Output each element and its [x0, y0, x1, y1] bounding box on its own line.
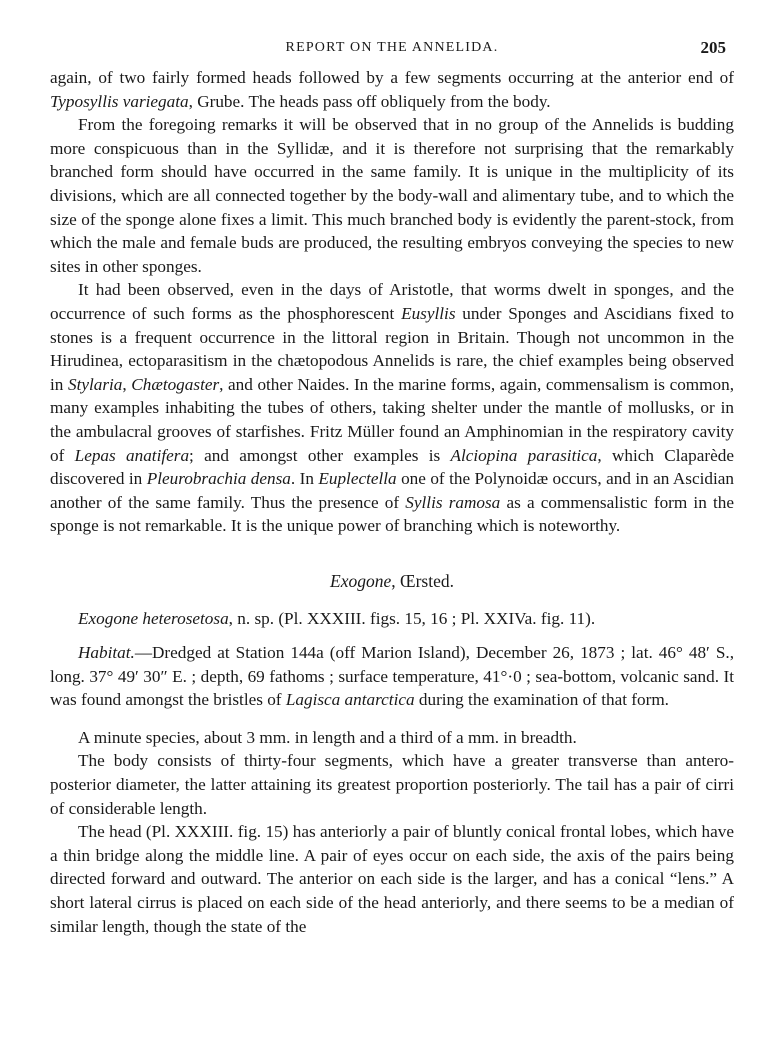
- taxon-name: Lagisca antarctica: [285, 690, 415, 710]
- taxon-name: Lepas anatifera: [74, 445, 190, 465]
- taxon-name: Chætogaster: [131, 374, 220, 394]
- paragraph-budding: [50, 113, 734, 278]
- text-run: one of the Polynoidæ occurs, and in an Ascidian another of the same family. Thus the presence of: [50, 469, 734, 512]
- description-size: A minute species, about 3 mm. in length and a third of a mm. in breadth.: [78, 727, 577, 747]
- running-title: REPORT ON THE ANNELIDA.: [285, 40, 499, 55]
- text-run: , and other Naides. In the marine forms, again, commensalism is common, many examples inhabiting the tubes of others, taking shelter under the mantle of mollusks, or in the ambulacral grooves of starfishes. Fritz Müller found an Amphinomian in the respiratory cavity of: [50, 374, 735, 465]
- taxon-name: Syllis ramosa: [405, 492, 501, 512]
- description-head: The head (Pl. XXXIII. fig. 15) has anteriorly a pair of bluntly conical frontal lobes, which have a thin bridge along the middle line. A pair of eyes occur on each side, the axis of the pairs being directed forward and outward. The anterior on each side is the larger, and has a conical “lens.” A short lateral cirrus is placed on each side of the head anteriorly, and there seems to be a median of similar length, though the state of the: [50, 822, 734, 936]
- taxon-name: Euplectella: [318, 469, 397, 489]
- text-run: It had been observed, even in the days of Aristotle, that worms dwelt in sponges, and the occurrence of such forms as the phosphorescent: [50, 280, 734, 323]
- paragraph-continuation: [50, 66, 734, 113]
- page-number: 205: [700, 38, 726, 57]
- text-run: again, of two fairly formed heads followed by a few segments occurring at the anterior end of: [50, 68, 734, 87]
- spacer: [50, 593, 734, 607]
- spacer: [50, 712, 734, 726]
- habitat-paragraph: [50, 641, 734, 712]
- taxon-name: Pleurobrachia densa: [146, 469, 291, 489]
- text-run: under Sponges and Ascidians fixed to stones is a frequent occurrence in the littoral region in Britain. Though not uncommon in the Hirudinea, ectoparasitism in the chætopodous Annelids is rare, the chief examples being observed in: [50, 303, 734, 394]
- spacer: [50, 538, 734, 570]
- genus-name: Exogone: [330, 570, 392, 591]
- paragraph-commensalism: [50, 278, 734, 538]
- species-references: , n. sp. (Pl. XXXIII. figs. 15, 16 ; Pl. XXIVa. fig. 11).: [228, 609, 596, 629]
- text-run: From the foregoing remarks it will be observed that in no group of the Annelids is budding more conspicuous than in the Syllidæ, and it is therefore not surprising that the remarkably branched form should have occurred in the same family. It is unique in the multiplicity of its divisions, which are all connected together by the body-wall and alimentary tube, and to which the size of the sponge alone fixes a limit. This much branched body is evidently the parent-stock, from which the male and female buds are produced, the resulting embryos conveying the species to new sites in other sponges.: [50, 115, 734, 276]
- species-name: Exogone heterosetosa: [78, 609, 229, 629]
- text-run: as a commensalistic form in the sponge is not remarkable. It is the unique power of branching which is noteworthy.: [50, 492, 734, 536]
- text-run: , Grube. The heads pass off obliquely from the body.: [188, 91, 551, 111]
- taxon-name: Stylaria: [67, 374, 123, 394]
- text-run: . In: [290, 469, 319, 489]
- habitat-text: [50, 643, 734, 709]
- text-run: ; and amongst other examples is: [189, 445, 451, 465]
- running-head: [50, 38, 734, 60]
- text-run: —Dredged at Station 144a (off Marion Island), December 26, 1873 ; lat. 46° 48′ S., long. 37° 49′ 30″ E. ; depth, 69 fathoms ; surface temperature, 41°·0 ; sea-bottom, volcanic sand. It was found amongst the bristles of: [50, 643, 734, 710]
- genus-author: , Œrsted.: [391, 570, 454, 591]
- text-run: ,: [122, 374, 132, 394]
- taxon-name: Alciopina parasitica: [450, 445, 598, 465]
- habitat-label: Habitat.: [78, 643, 135, 663]
- text-run: , which Claparède discovered in: [50, 445, 734, 489]
- taxon-name: Eusyllis: [401, 303, 456, 323]
- spacer: [50, 631, 734, 641]
- description-body: The body consists of thirty-four segments, which have a greater transverse than antero-posterior diameter, the latter attaining its greatest proportion posteriorly. The tail has a pair of cirri of considerable length.: [50, 751, 734, 818]
- text-run: during the examination of that form.: [414, 690, 669, 710]
- species-heading: [50, 607, 734, 631]
- taxon-name: Typosyllis variegata: [50, 91, 189, 111]
- genus-heading: [50, 570, 734, 594]
- body-text: [50, 66, 734, 938]
